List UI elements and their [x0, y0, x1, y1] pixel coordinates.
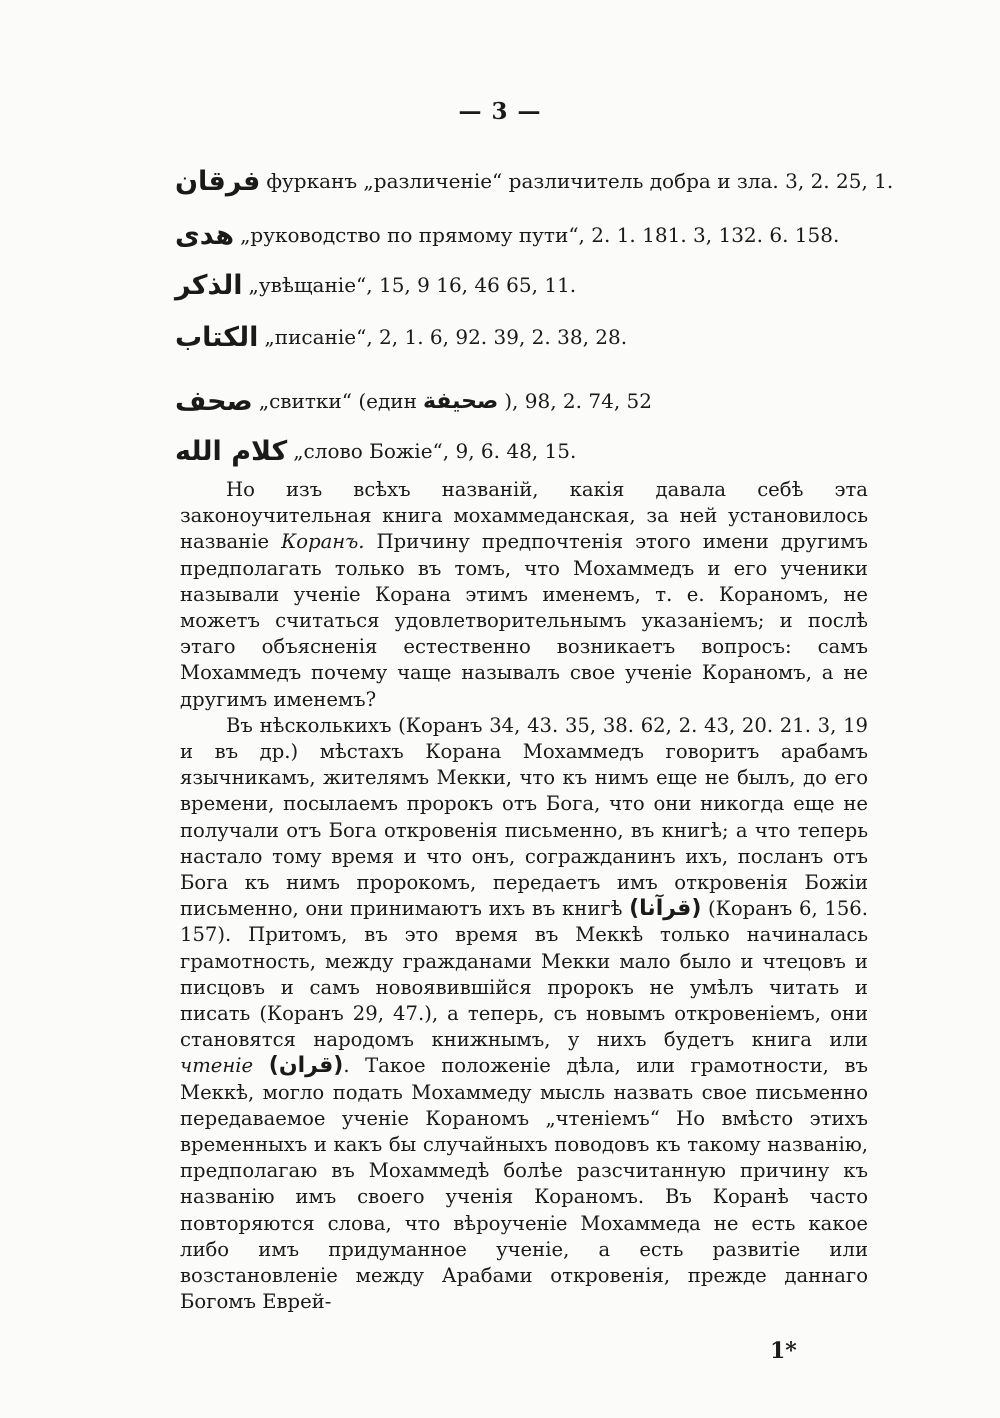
- term-entry: [175, 428, 875, 474]
- italic-term: Коранъ.: [281, 530, 365, 554]
- term-text-before: „свитки“ (един: [258, 389, 417, 413]
- term-text: „писаніе“, 2, 1. 6, 92. 39, 2. 38, 28.: [264, 325, 628, 349]
- term-entry: [175, 262, 875, 308]
- arabic-inline-term: (قرآنا): [629, 896, 702, 922]
- signature-mark: 1*: [770, 1338, 797, 1364]
- paragraph-text: . Такое положеніе дѣла, или грамотности, въ Меккѣ, могло подать Мохаммеду мысль назвать свое письменно передаваемое ученіе Кораномъ „чтеніемъ“ Но вмѣсто этихъ временныхъ и какъ бы случайныхъ поводовъ къ такому названію, предполагаю въ Мохаммедѣ болѣе разсчитанную причину къ названію имъ своего ученія Кораномъ. Въ Коранѣ часто повторяются слова, что вѣроученіе Мохаммеда не есть какое либо имъ придуманное ученіе, а есть развитіе или возстановленіе между Арабами откровенія, прежде даннаго Богомъ Еврей-: [180, 1054, 868, 1314]
- page-number: — 3 —: [458, 98, 542, 125]
- term-entry: [175, 314, 875, 360]
- term-entry: [175, 378, 875, 424]
- term-text-after: ), 98, 2. 74, 52: [504, 389, 652, 413]
- paragraph: [180, 477, 868, 713]
- arabic-term: صحف: [175, 385, 253, 417]
- paragraph-text: Причину предпочтенія этого имени другимъ предполагать только въ томъ, что Мохаммедъ и его ученики называли ученіе Корана этимъ именемъ, т. е. Кораномъ, не можетъ считаться удовлетворительнымъ указаніемъ; и послѣ этаго объясненія естественно возникаетъ вопросъ: самъ Мохаммедъ почему чаще называлъ свое ученіе Кораномъ, а не другимъ именемъ?: [180, 530, 869, 711]
- term-text: „слово Божіе“, 9, 6. 48, 15.: [293, 439, 577, 463]
- italic-term: чтеніе: [180, 1054, 254, 1078]
- term-entry: [175, 212, 875, 258]
- arabic-inline-term: (قران): [268, 1053, 344, 1079]
- arabic-term: فرقان: [175, 165, 261, 197]
- arabic-term: هدى: [175, 219, 235, 251]
- paragraph-text: Въ нѣсколькихъ (Коранъ 34, 43. 35, 38. 62, 2. 43, 20. 21. 3, 19 и въ др.) мѣстахъ Корана Мохаммедъ говоритъ арабамъ язычникамъ, жителямъ Мекки, что къ нимъ еще не былъ, до его времени, посылаемъ пророкъ отъ Бога, что они никогда еще не получали отъ Бога откровенія письменно, въ книгѣ; а что теперь настало тому время и что онъ, согражданинъ ихъ, посланъ отъ Бога къ нимъ пророкомъ, передаетъ имъ откровенія Божіи письменно, они принимаютъ ихъ въ книгѣ: [180, 713, 868, 921]
- paragraph: [180, 713, 868, 1316]
- paragraph-text: Но изъ всѣхъ названій, какія давала себѣ эта законоучительная книга мохаммеданская, за ней установилось названіе: [180, 478, 868, 554]
- term-text: фурканъ „различеніе“ различитель добра и зла. 3, 2. 25, 1.: [266, 169, 894, 193]
- term-text: „увѣщаніе“, 15, 9 16, 46 65, 11.: [248, 273, 577, 297]
- arabic-term: الذكر: [175, 269, 243, 301]
- arabic-term: الكتاب: [175, 321, 259, 353]
- paragraph-text: (Коранъ 6, 156. 157). Притомъ, въ это время въ Меккѣ только начиналась грамотность, между гражданами Мекки мало было и чтецовъ и писцовъ и самъ новоявившійся пророкъ не умѣлъ читать и писать (Коранъ 29, 47.), а теперь, съ новымъ откровеніемъ, они становятся народомъ книжнымъ, у нихъ будетъ книга или: [180, 897, 868, 1052]
- term-text: „руководство по прямому пути“, 2. 1. 181. 3, 132. 6. 158.: [240, 223, 840, 247]
- term-entry: [175, 158, 894, 204]
- arabic-inline-term: صحيفة: [422, 388, 499, 414]
- body-text: [180, 477, 868, 1316]
- arabic-term: كلام الله: [175, 435, 288, 467]
